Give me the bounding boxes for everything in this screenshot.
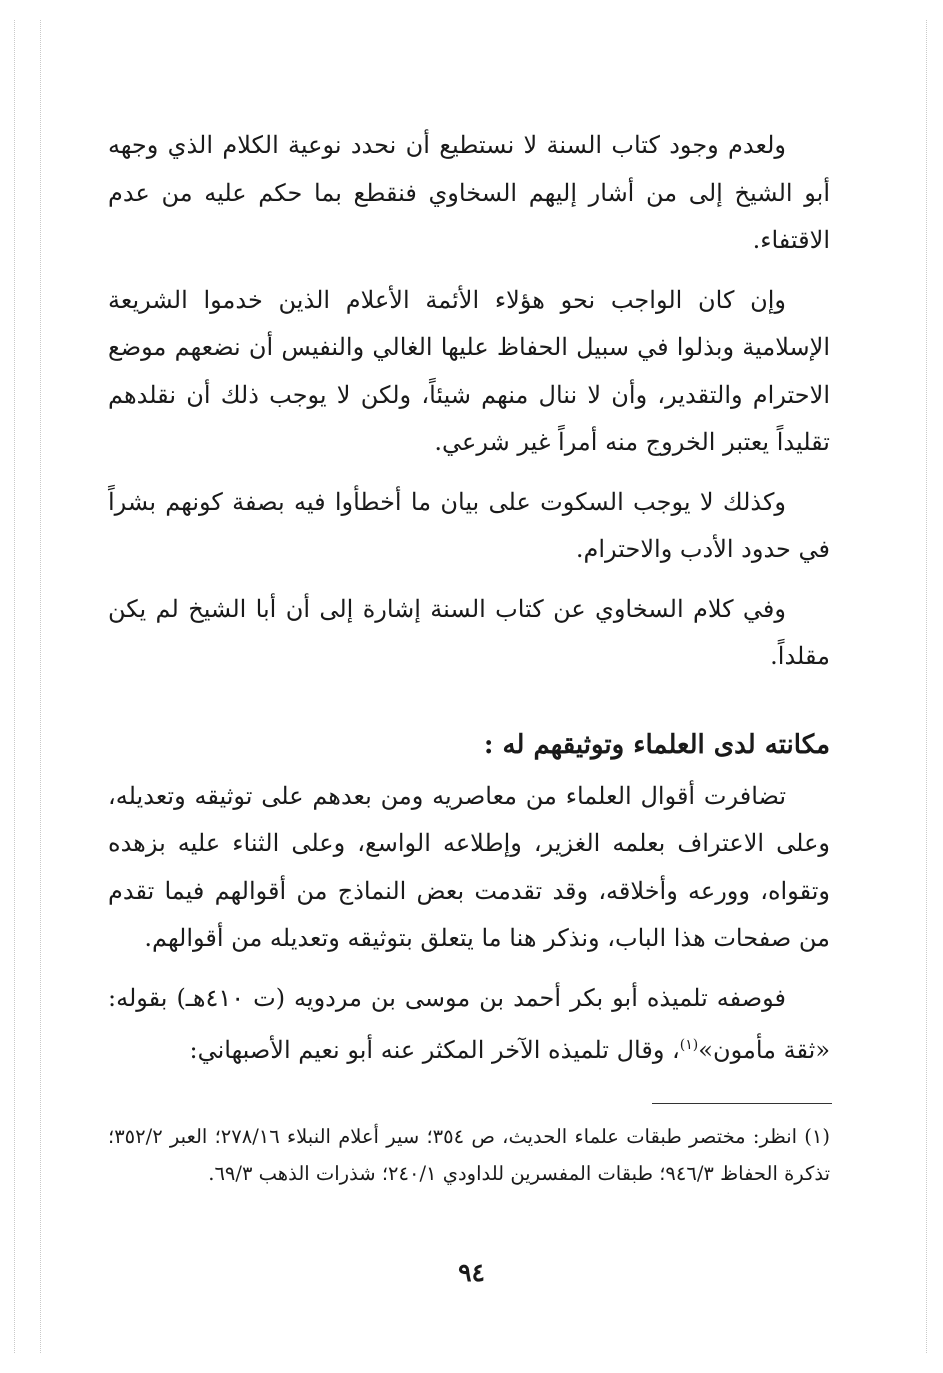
main-text	[108, 122, 830, 1087]
paragraph-1: ولعدم وجود كتاب السنة لا نستطيع أن نحدد نوعية الكلام الذي وجهه أبو الشيخ إلى من أشار إليهم السخاوي فنقطع بما حكم عليه من عدم الاقتفاء.	[108, 131, 830, 254]
paragraph-6-text-a: فوصفه تلميذه أبو بكر أحمد بن موسى بن مردويه (ت ٤١٠هـ) بقوله: «ثقة مأمون»	[108, 983, 830, 1064]
paragraph-5: تضافرت أقوال العلماء من معاصريه ومن بعدهم على توثيقه وتعديله، وعلى الاعتراف بعلمه الغزير، وإطلاعه الواسع، وعلى الثناء عليه بزهده وتقواه، وورعه وأخلاقه، وقد تقدمت بعض النماذج من أقوالهم فيما تقدم من صفحات هذا الباب، ونذكر هنا ما يتعلق بتوثيقه وتعديله من أقوالهم.	[108, 781, 830, 952]
paragraph-2: وإن كان الواجب نحو هؤلاء الأئمة الأعلام الذين خدموا الشريعة الإسلامية وبذلوا في سبيل الحفاظ عليها الغالي والنفيس أن نضعهم موضع الاحترام والتقدير، وأن لا ننال منهم شيئاً، ولكن لا يوجب ذلك أن نقلدهم تقليداً يعتبر الخروج منه أمراً غير شرعي.	[108, 285, 830, 456]
footnote-1: (١) انظر: مختصر طبقات علماء الحديث، ص ٣٥٤؛ سير أعلام النبلاء ٢٧٨/١٦؛ العبر ٣٥٢/٢؛ تذكرة الحفاظ ٩٤٦/٣؛ طبقات المفسرين للداودي ٢٤٠/١؛ شذرات الذهب ٦٩/٣.	[108, 1125, 830, 1185]
paragraph-6	[108, 975, 830, 1075]
footnote-separator	[652, 1103, 832, 1104]
scan-margin-dots-left-inner	[40, 20, 41, 1353]
section-heading: مكانته لدى العلماء وتوثيقهم له :	[483, 729, 830, 760]
paragraph-4: وفي كلام السخاوي عن كتاب السنة إشارة إلى أن أبا الشيخ لم يكن مقلداً.	[108, 594, 830, 670]
footnote-ref: (١)	[679, 1037, 699, 1053]
page-number: ٩٤	[458, 1258, 485, 1287]
scan-margin-dots-right	[926, 20, 927, 1353]
scan-margin-dots-left	[14, 20, 15, 1353]
paragraph-3: وكذلك لا يوجب السكوت على بيان ما أخطأوا فيه بصفة كونهم بشراً في حدود الأدب والاحترام.	[108, 487, 830, 563]
paragraph-6-text-b: ، وقال تلميذه الآخر المكثر عنه أبو نعيم الأصبهاني:	[189, 1036, 680, 1064]
